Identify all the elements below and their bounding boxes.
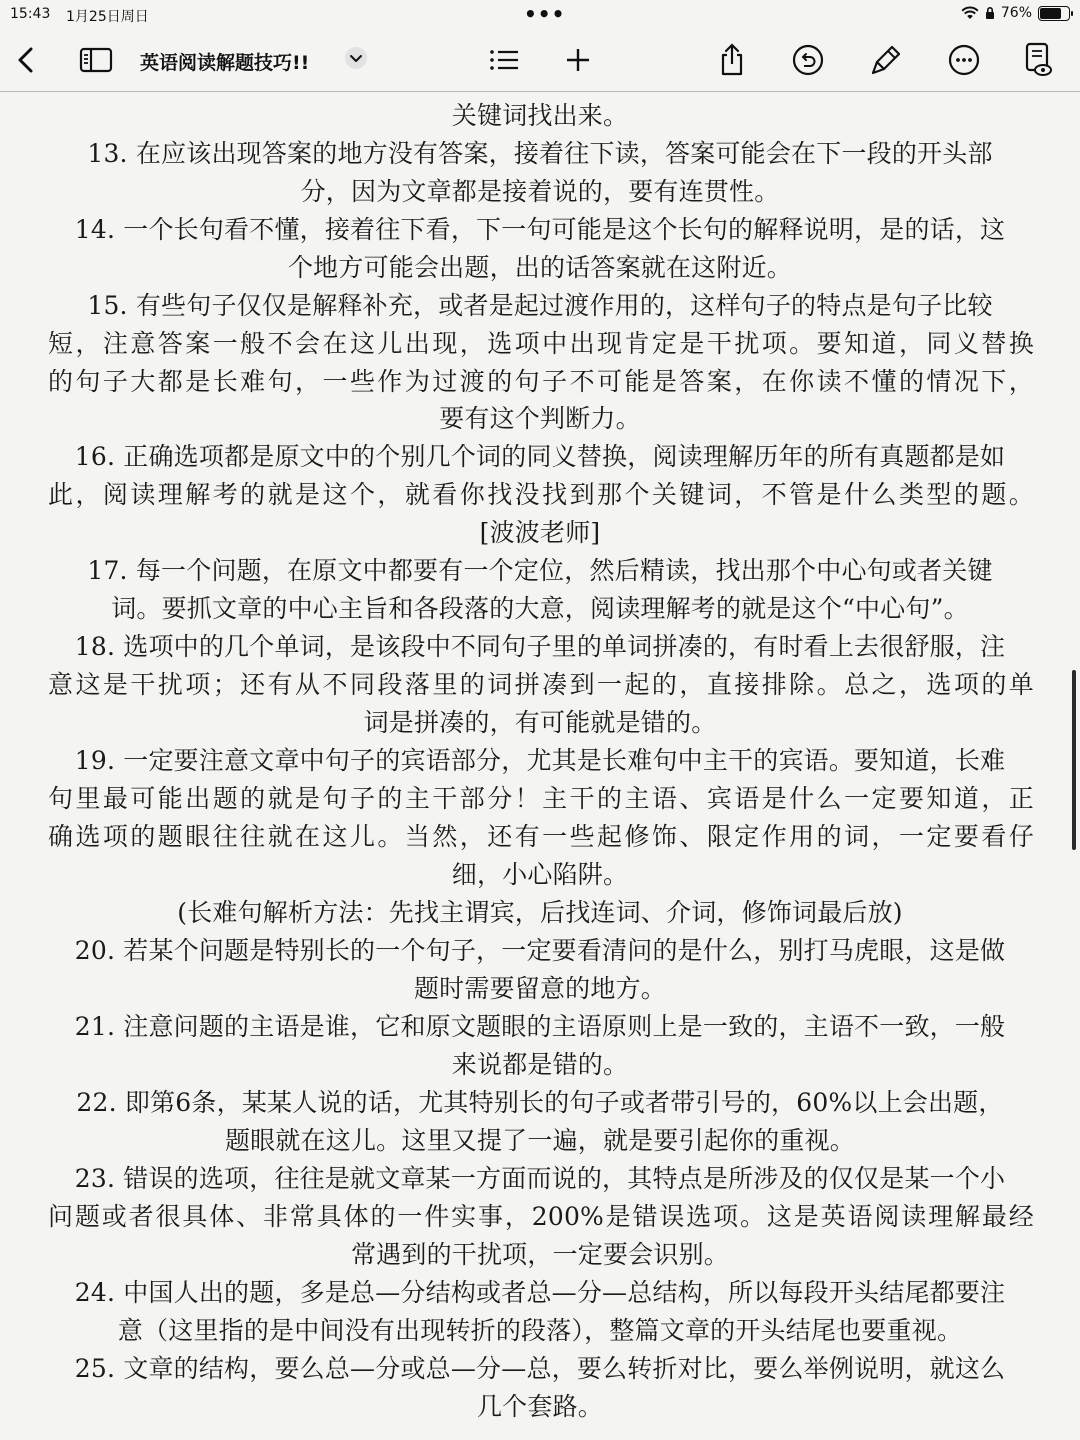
text-line: 词是拼凑的，有可能就是错的。 xyxy=(363,708,717,737)
text-line: 细，小心陷阱。 xyxy=(451,860,629,889)
text-line: 14. 一个长句看不懂，接着往下看，下一句可能是这个长句的解释说明，是的话，这 xyxy=(74,215,1006,244)
text-line: 23. 错误的选项，往往是就文章某一方面而说的，其特点是所涉及的仅仅是某一个小 xyxy=(74,1164,1006,1193)
text-line: 此，阅读理解考的就是这个，就看你找没找到那个关键词，不管是什么类型的题。 xyxy=(48,480,1034,509)
text-line: 分，因为文章都是接着说的，要有连贯性。 xyxy=(300,177,780,206)
text-line: 常遇到的干扰项，一定要会识别。 xyxy=(350,1240,729,1269)
battery-percent: 76% xyxy=(1000,5,1032,21)
chevron-left-icon xyxy=(16,46,36,74)
text-line: 16. 正确选项都是原文中的个别几个词的同义替换，阅读理解历年的所有真题都是如 xyxy=(74,442,1006,471)
text-line: 个地方可能会出题，出的话答案就在这附近。 xyxy=(287,253,792,282)
sidebar-toggle-button[interactable] xyxy=(78,42,114,78)
back-button[interactable] xyxy=(8,42,44,78)
reading-view-icon xyxy=(1023,42,1053,78)
document-body[interactable] xyxy=(0,96,1080,1440)
battery-icon xyxy=(1038,6,1070,21)
more-button[interactable] xyxy=(946,42,982,78)
text-line: 几个套路。 xyxy=(476,1392,603,1421)
text-line: 18. 选项中的几个单词，是该段中不同句子里的单词拼凑的，有时看上去很舒服，注 xyxy=(74,632,1006,661)
share-button[interactable] xyxy=(714,42,750,78)
undo-icon xyxy=(792,44,824,76)
text-line: 题眼就在这儿。这里又提了一遍，就是要引起你的重视。 xyxy=(224,1126,855,1155)
text-line: 句里最可能出题的就是句子的主干部分！主干的主语、宾语是什么一定要知道，正 xyxy=(48,784,1034,813)
text-line: 意（这里指的是中间没有出现转折的段落），整篇文章的开头结尾也要重视。 xyxy=(117,1316,963,1345)
chevron-down-icon[interactable] xyxy=(344,46,368,70)
pen-tool-icon xyxy=(870,44,902,76)
toolbar xyxy=(0,30,1080,92)
text-line: 问题或者很具体、非常具体的一件实事，200%是错误选项。这是英语阅读理解最经 xyxy=(48,1202,1034,1231)
text-line: 确选项的题眼往往就在这儿。当然，还有一些起修饰、限定作用的词，一定要看仔 xyxy=(48,822,1034,851)
wifi-icon xyxy=(961,6,979,20)
text-line: 15. 有些句子仅仅是解释补充，或者是起过渡作用的，这样句子的特点是句子比较 xyxy=(87,291,993,320)
text-line: 24. 中国人出的题，多是总—分结构或者总—分—总结构，所以每段开头结尾都要注 xyxy=(74,1278,1006,1307)
text-line: 17. 每一个问题，在原文中都要有一个定位，然后精读，找出那个中心句或者关键 xyxy=(87,556,993,585)
outline-button[interactable] xyxy=(486,42,522,78)
text-line: 短，注意答案一般不会在这儿出现，选项中出现肯定是干扰项。要知道，同义替换 xyxy=(48,329,1034,358)
text-line: 13. 在应该出现答案的地方没有答案，接着往下读，答案可能会在下一段的开头部 xyxy=(87,139,993,168)
text-line: 的句子大都是长难句，一些作为过渡的句子不可能是答案，在你读不懂的情况下， xyxy=(48,367,1034,396)
text-line: 22. 即第6条，某某人说的话，尤其特别长的句子或者带引号的，60%以上会出题， xyxy=(76,1088,1004,1117)
markup-button[interactable] xyxy=(868,42,904,78)
status-date: 1月25日周日 xyxy=(66,9,149,25)
ellipsis-icon xyxy=(948,44,980,76)
text-line: 来说都是错的。 xyxy=(451,1050,629,1079)
plus-icon xyxy=(564,46,592,74)
undo-button[interactable] xyxy=(790,42,826,78)
text-line: 词。要抓文章的中心主旨和各段落的大意，阅读理解考的就是这个“中心句”。 xyxy=(111,594,969,623)
text-line: 要有这个判断力。 xyxy=(439,404,641,433)
text-line: [波波老师] xyxy=(479,518,601,547)
text-line: 20. 若某个问题是特别长的一个句子，一定要看清问的是什么，别打马虎眼，这是做 xyxy=(74,936,1006,965)
status-time: 15:43 xyxy=(10,6,51,22)
status-indicators xyxy=(961,5,1070,21)
share-icon xyxy=(718,43,746,77)
lock-icon xyxy=(985,6,995,20)
status-bar xyxy=(0,0,1080,30)
text-line: 关键词找出来。 xyxy=(451,101,629,130)
sidebar-icon xyxy=(79,46,113,74)
add-button[interactable] xyxy=(560,42,596,78)
reading-mode-button[interactable] xyxy=(1020,42,1056,78)
text-line: (长难句解析方法：先找主谓宾，后找连词、介词，修饰词最后放) xyxy=(177,898,903,927)
text-line: 19. 一定要注意文章中句子的宾语部分，尤其是长难句中主干的宾语。要知道，长难 xyxy=(74,746,1006,775)
document-title[interactable]: 英语阅读解题技巧!! xyxy=(140,52,310,74)
list-icon xyxy=(488,47,520,73)
multitask-dots-icon[interactable]: ••• xyxy=(524,2,566,26)
text-line: 21. 注意问题的主语是谁，它和原文题眼的主语原则上是一致的，主语不一致，一般 xyxy=(74,1012,1006,1041)
text-line: 题时需要留意的地方。 xyxy=(413,974,666,1003)
text-line: 25. 文章的结构，要么总—分或总—分—总，要么转折对比，要么举例说明，就这么 xyxy=(74,1354,1006,1383)
scrollbar[interactable] xyxy=(1072,670,1076,850)
text-line: 意这是干扰项；还有从不同段落里的词拼凑到一起的，直接排除。总之，选项的单 xyxy=(48,670,1034,699)
